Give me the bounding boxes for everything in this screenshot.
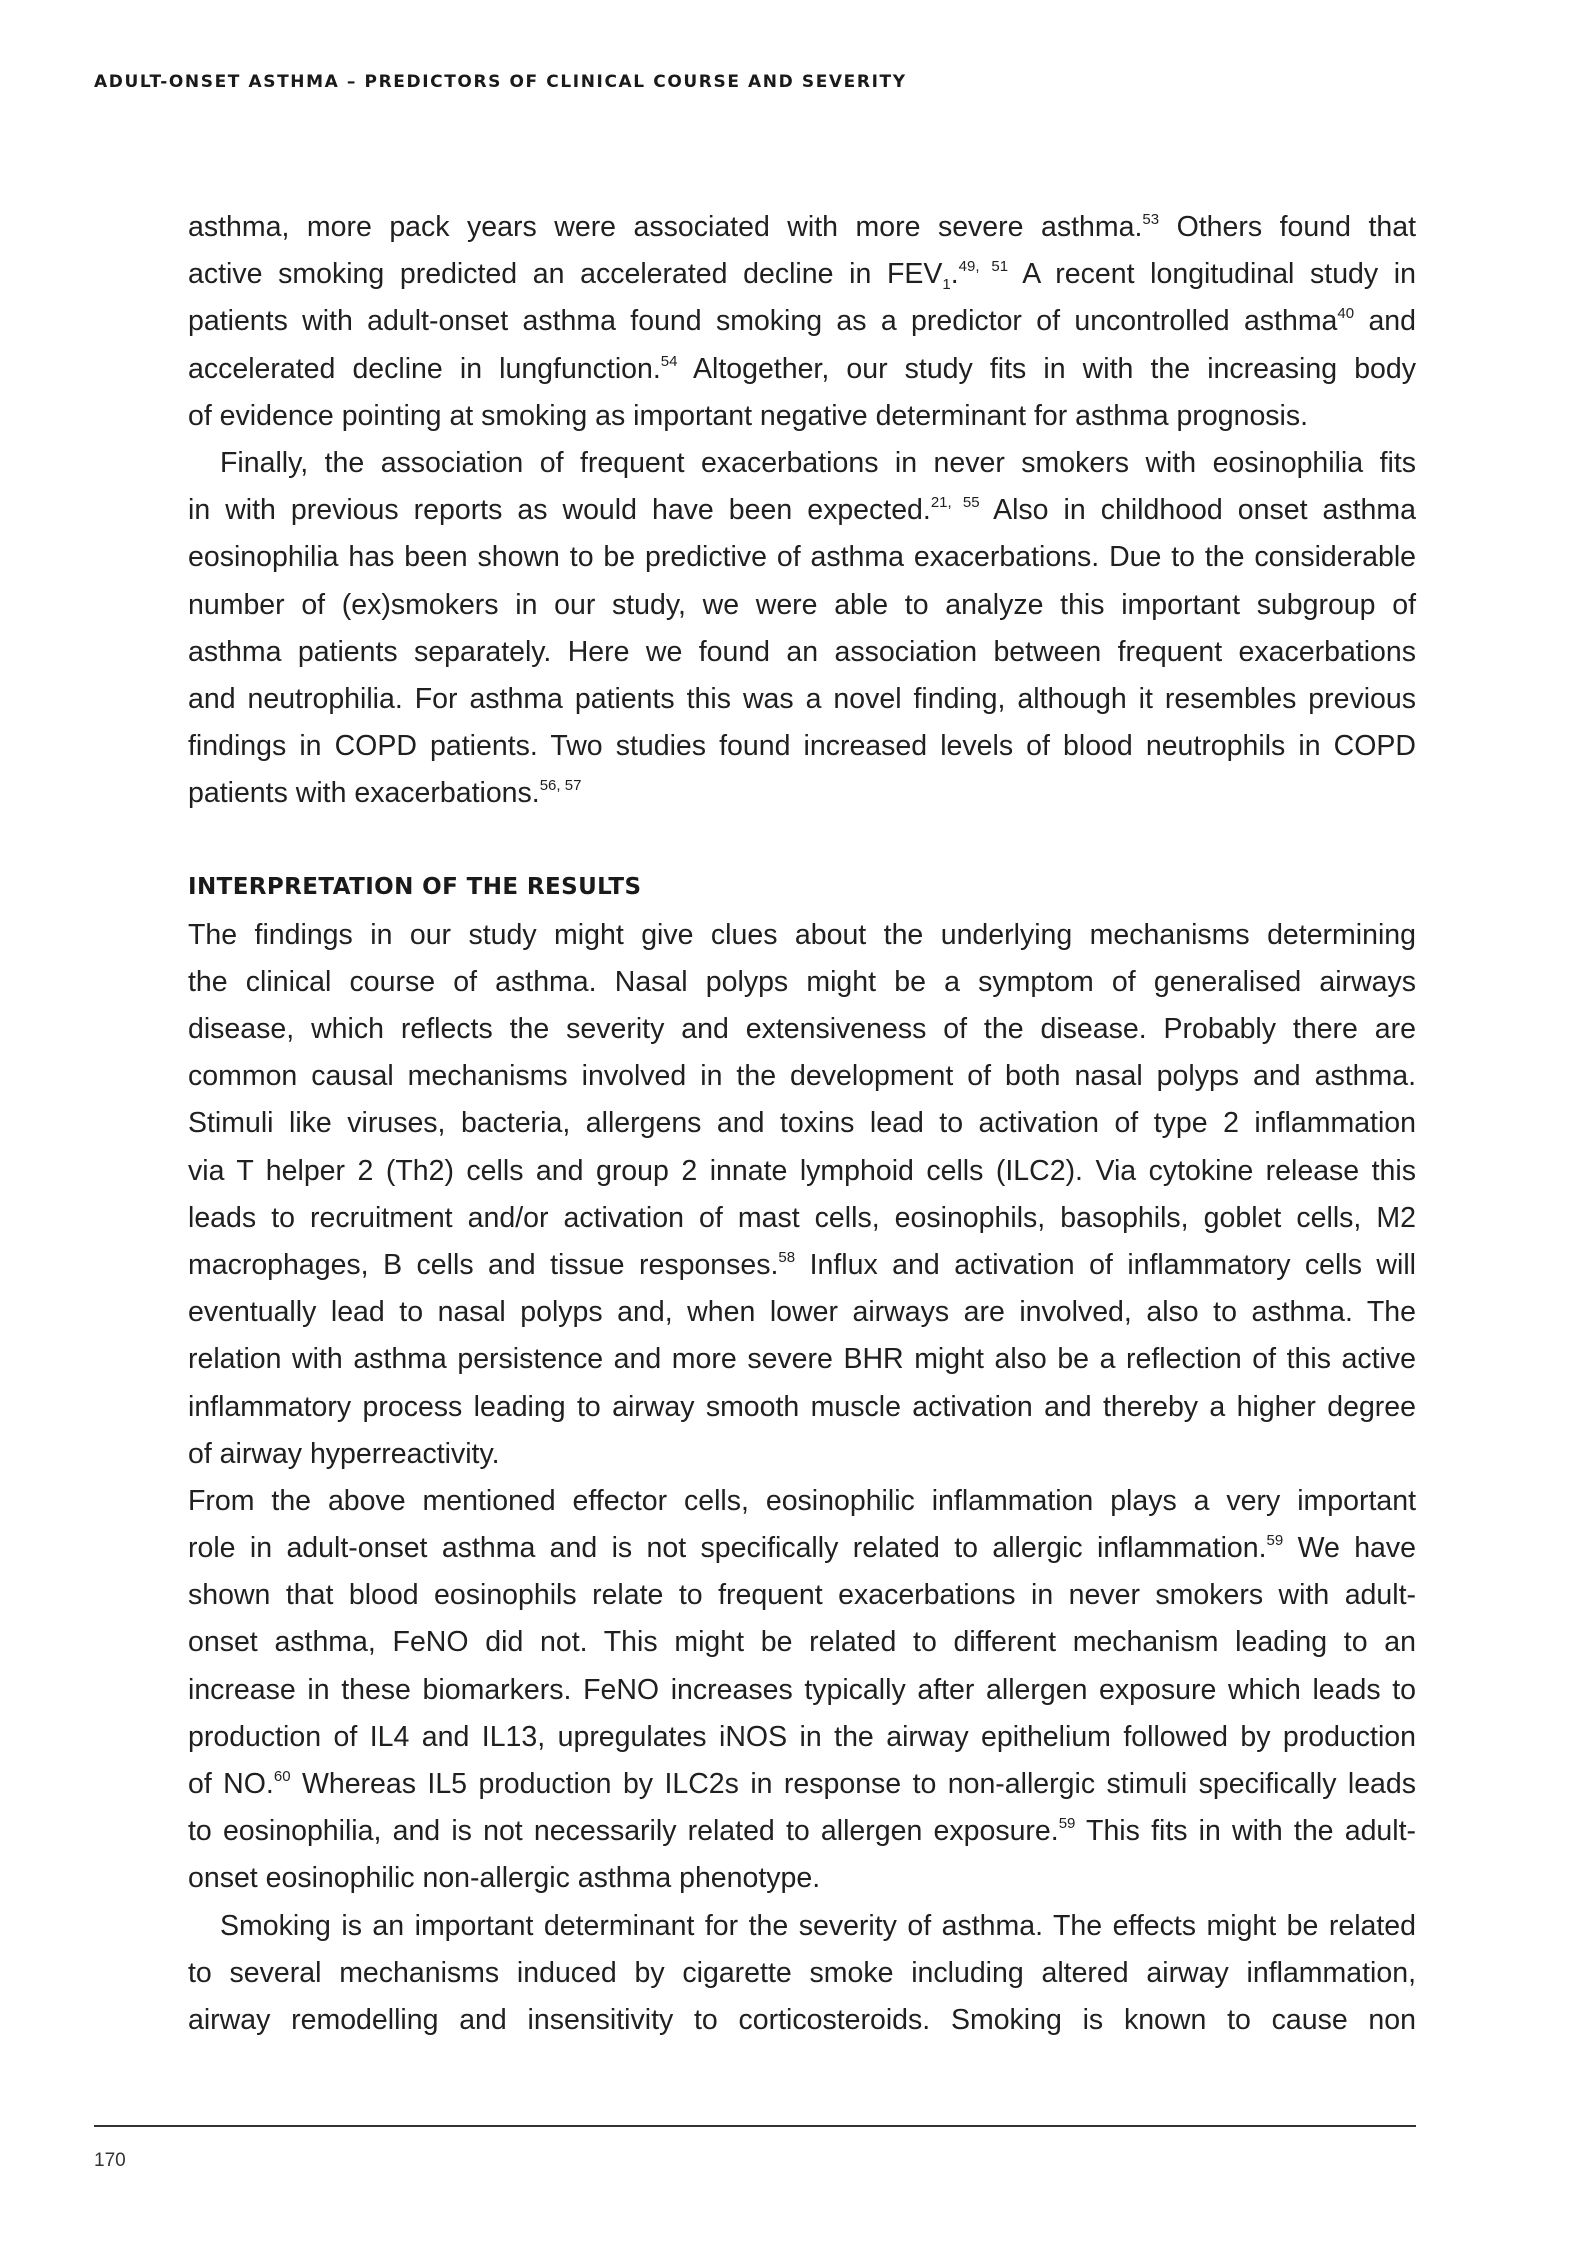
citation-superscript: 54 — [660, 352, 678, 370]
text-line: Smoking is an important determinant for the severity of asthma. The effects might be related — [220, 1909, 1416, 1942]
text-line: to several mechanisms induced by cigarette smoke including altered airway inflammation, — [188, 1956, 1416, 1989]
paragraph-p4 — [188, 1478, 1416, 1903]
citation-superscript: 58 — [778, 1248, 796, 1266]
citation-superscript: 21, 55 — [930, 494, 980, 512]
citation-superscript: 59 — [1058, 1815, 1076, 1833]
citation-superscript: 56, 57 — [539, 777, 582, 795]
text-line: in with previous reports as would have been expected.$^{21, 55}$ Also in childhood onset asthma — [188, 494, 1416, 527]
text-line: of NO.$^{60}$ Whereas IL5 production by ILC2s in response to non-allergic stimuli specifically leads — [188, 1768, 1417, 1800]
text-line: patients with adult-onset asthma found smoking as a predictor of uncontrolled asthma$^{40}$ and — [188, 305, 1416, 338]
text-line: asthma, more pack years were associated with more severe asthma.$^{53}$ Others found that — [188, 211, 1417, 243]
text-line: active smoking predicted an accelerated decline in $FEV_1.^{49, 51}$ A recent longitudinal study in — [188, 258, 1416, 294]
running-header: ADULT-ONSET ASTHMA – PREDICTORS OF CLINICAL COURSE AND SEVERITY — [94, 72, 907, 92]
text-line: onset eosinophilic non-allergic asthma phenotype. — [188, 1862, 821, 1895]
subscript: 1 — [942, 276, 951, 294]
text-line: relation with asthma persistence and more severe BHR might also be a reflection of this active — [188, 1343, 1416, 1376]
citation-superscript: 49, 51 — [958, 258, 1009, 276]
text-line: common causal mechanisms involved in the development of both nasal polyps and asthma. — [188, 1060, 1416, 1093]
text-line: number of (ex)smokers in our study, we were able to analyze this important subgroup of — [188, 588, 1416, 621]
text-line: patients with exacerbations.$^{56, 57}$ — [188, 777, 582, 810]
text-line: of airway hyperreactivity. — [188, 1437, 500, 1470]
text-line: leads to recruitment and/or activation of mast cells, eosinophils, basophils, goblet cells, M2 — [188, 1201, 1416, 1234]
text-line: to eosinophilia, and is not necessarily related to allergen exposure.$^{59}$ This fits in with the adult- — [188, 1815, 1417, 1848]
citation-superscript: 59 — [1266, 1532, 1284, 1550]
text-line: and neutrophilia. For asthma patients this was a novel finding, although it resembles previous — [188, 682, 1416, 715]
paragraph-p3 — [188, 912, 1416, 1478]
text-line: onset asthma, FeNO did not. This might be related to different mechanism leading to an — [188, 1626, 1416, 1659]
footer-divider — [94, 2125, 1416, 2127]
text-line: accelerated decline in lungfunction.$^{54}$ Altogether, our study fits in with the increasing body — [188, 352, 1416, 385]
text-line: production of IL4 and IL13, upregulates iNOS in the airway epithelium followed by production — [188, 1720, 1416, 1753]
text-line: findings in COPD patients. Two studies found increased levels of blood neutrophils in COPD — [188, 730, 1416, 763]
text-line: airway remodelling and insensitivity to corticosteroids. Smoking is known to cause non — [188, 2003, 1416, 2036]
text-line: eosinophilia has been shown to be predictive of asthma exacerbations. Due to the considerable — [188, 541, 1416, 574]
paragraph-p5 — [188, 1903, 1416, 2045]
text-line: role in adult-onset asthma and is not specifically related to allergic inflammation.$^{59}$ We have — [188, 1532, 1417, 1565]
text-line: eventually lead to nasal polyps and, when lower airways are involved, also to asthma. The — [188, 1296, 1416, 1329]
section-heading: INTERPRETATION OF THE RESULTS — [188, 874, 642, 901]
body-text — [188, 204, 1416, 2044]
text-line: Stimuli like viruses, bacteria, allergens and toxins lead to activation of type 2 inflammation — [188, 1107, 1416, 1140]
text-line: disease, which reflects the severity and extensiveness of the disease. Probably there are — [188, 1013, 1416, 1045]
paragraph-p1 — [188, 204, 1416, 440]
text-line: asthma patients separately. Here we found an association between frequent exacerbations — [188, 635, 1416, 668]
text-line: The findings in our study might give clues about the underlying mechanisms determining — [188, 918, 1416, 951]
paragraph-p2 — [188, 440, 1416, 818]
page-number: 170 — [94, 2150, 126, 2171]
text-line: From the above mentioned effector cells, eosinophilic inflammation plays a very important — [188, 1484, 1416, 1517]
text-line: of evidence pointing at smoking as important negative determinant for asthma prognosis. — [188, 399, 1309, 432]
citation-superscript: 40 — [1337, 305, 1355, 323]
text-line: via T helper 2 (Th2) cells and group 2 innate lymphoid cells (ILC2). Via cytokine release this — [188, 1154, 1416, 1187]
citation-superscript: 60 — [273, 1768, 291, 1785]
text-line: inflammatory process leading to airway smooth muscle activation and thereby a higher degree — [188, 1390, 1416, 1423]
text-line: increase in these biomarkers. FeNO increases typically after allergen exposure which leads to — [188, 1673, 1416, 1706]
citation-superscript: 53 — [1142, 211, 1160, 228]
text-line: macrophages, B cells and tissue responses.$^{58}$ Influx and activation of inflammatory cells will — [188, 1248, 1416, 1281]
text-line: the clinical course of asthma. Nasal polyps might be a symptom of generalised airways — [188, 965, 1416, 998]
text-line: shown that blood eosinophils relate to frequent exacerbations in never smokers with adult- — [188, 1579, 1416, 1612]
text-line: Finally, the association of frequent exacerbations in never smokers with eosinophilia fits — [220, 446, 1416, 479]
